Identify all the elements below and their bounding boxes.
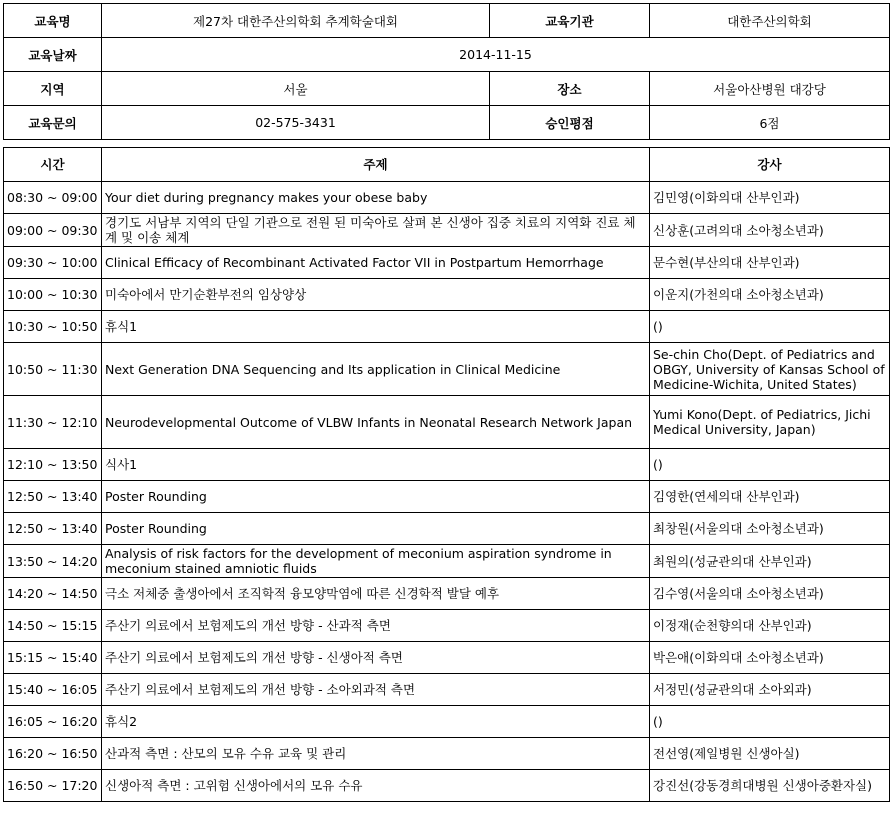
row-speaker: 전선영(제일병원 신생아실) (650, 738, 890, 770)
row-topic: 미숙아에서 만기순환부전의 임상양상 (102, 279, 650, 311)
info-row-name (4, 4, 890, 38)
time-column-header: 시간 (4, 148, 102, 182)
row-speaker: 이운지(가천의대 소아청소년과) (650, 279, 890, 311)
row-speaker: Se-chin Cho(Dept. of Pediatrics and OBGY, University of Kansas School of Medicine-Wichita, United States) (650, 343, 890, 396)
row-topic: 휴식1 (102, 311, 650, 343)
course-name-value: 제27차 대한주산의학회 추계학술대회 (102, 4, 490, 38)
topic-column-header: 주제 (102, 148, 650, 182)
row-time: 13:50 ~ 14:20 (4, 545, 102, 578)
credit-label: 승인평점 (490, 106, 650, 140)
row-time: 09:30 ~ 10:00 (4, 247, 102, 279)
row-topic: Neurodevelopmental Outcome of VLBW Infants in Neonatal Research Network Japan (102, 396, 650, 449)
row-time: 09:00 ~ 09:30 (4, 214, 102, 247)
info-row-region (4, 72, 890, 106)
row-speaker: 김민영(이화의대 산부인과) (650, 182, 890, 214)
info-row-contact (4, 106, 890, 140)
row-time: 16:50 ~ 17:20 (4, 770, 102, 802)
course-info-table (3, 3, 890, 140)
info-row-date (4, 38, 890, 72)
row-topic: Clinical Efficacy of Recombinant Activated Factor VII in Postpartum Hemorrhage (102, 247, 650, 279)
row-topic: 주산기 의료에서 보험제도의 개선 방향 - 산과적 측면 (102, 610, 650, 642)
contact-value: 02-575-3431 (102, 106, 490, 140)
table-row (4, 770, 890, 802)
row-speaker: 박은애(이화의대 소아청소년과) (650, 642, 890, 674)
table-row (4, 182, 890, 214)
table-row (4, 396, 890, 449)
row-time: 10:50 ~ 11:30 (4, 343, 102, 396)
row-time: 15:40 ~ 16:05 (4, 674, 102, 706)
row-time: 16:05 ~ 16:20 (4, 706, 102, 738)
table-row (4, 214, 890, 247)
row-time: 16:20 ~ 16:50 (4, 738, 102, 770)
table-row (4, 449, 890, 481)
speaker-column-header: 강사 (650, 148, 890, 182)
table-row (4, 311, 890, 343)
row-topic: Analysis of risk factors for the development of meconium aspiration syndrome in meconium stained amniotic fluids (102, 545, 650, 578)
row-speaker: Yumi Kono(Dept. of Pediatrics, Jichi Medical University, Japan) (650, 396, 890, 449)
row-speaker: 최창원(서울의대 소아청소년과) (650, 513, 890, 545)
row-time: 12:50 ~ 13:40 (4, 513, 102, 545)
table-row (4, 513, 890, 545)
row-time: 10:00 ~ 10:30 (4, 279, 102, 311)
table-row (4, 545, 890, 578)
table-row (4, 642, 890, 674)
institution-value: 대한주산의학회 (650, 4, 890, 38)
credit-value: 6점 (650, 106, 890, 140)
row-time: 08:30 ~ 09:00 (4, 182, 102, 214)
row-time: 12:50 ~ 13:40 (4, 481, 102, 513)
row-topic: 휴식2 (102, 706, 650, 738)
region-value: 서울 (102, 72, 490, 106)
table-row (4, 578, 890, 610)
row-topic: Your diet during pregnancy makes your obese baby (102, 182, 650, 214)
row-time: 12:10 ~ 13:50 (4, 449, 102, 481)
row-topic: Next Generation DNA Sequencing and Its application in Clinical Medicine (102, 343, 650, 396)
row-speaker: 문수현(부산의대 산부인과) (650, 247, 890, 279)
institution-label: 교육기관 (490, 4, 650, 38)
row-topic: Poster Rounding (102, 513, 650, 545)
venue-label: 장소 (490, 72, 650, 106)
row-speaker: () (650, 706, 890, 738)
course-name-label: 교육명 (4, 4, 102, 38)
table-row (4, 738, 890, 770)
row-time: 11:30 ~ 12:10 (4, 396, 102, 449)
row-speaker: 이정재(순천향의대 산부인과) (650, 610, 890, 642)
row-topic: 주산기 의료에서 보험제도의 개선 방향 - 신생아적 측면 (102, 642, 650, 674)
course-date-label: 교육날짜 (4, 38, 102, 72)
table-row (4, 343, 890, 396)
row-topic: 산과적 측면 : 산모의 모유 수유 교육 및 관리 (102, 738, 650, 770)
venue-value: 서울아산병원 대강당 (650, 72, 890, 106)
row-speaker: () (650, 449, 890, 481)
table-row (4, 674, 890, 706)
row-time: 14:50 ~ 15:15 (4, 610, 102, 642)
row-time: 14:20 ~ 14:50 (4, 578, 102, 610)
contact-label: 교육문의 (4, 106, 102, 140)
row-speaker: () (650, 311, 890, 343)
row-speaker: 서정민(성균관의대 소아외과) (650, 674, 890, 706)
row-speaker: 김수영(서울의대 소아청소년과) (650, 578, 890, 610)
table-row (4, 706, 890, 738)
table-row (4, 610, 890, 642)
row-topic: 주산기 의료에서 보험제도의 개선 방향 - 소아외과적 측면 (102, 674, 650, 706)
schedule-header-row (4, 148, 890, 182)
row-speaker: 김영한(연세의대 산부인과) (650, 481, 890, 513)
table-row (4, 279, 890, 311)
schedule-table (3, 147, 890, 802)
course-date-value: 2014-11-15 (102, 38, 890, 72)
row-topic: 경기도 서남부 지역의 단일 기관으로 전원 된 미숙아로 살펴 본 신생아 집중 치료의 지역화 진료 체계 및 이송 체계 (102, 214, 650, 247)
row-topic: 신생아적 측면 : 고위험 신생아에서의 모유 수유 (102, 770, 650, 802)
row-speaker: 신상훈(고려의대 소아청소년과) (650, 214, 890, 247)
row-topic: 극소 저체중 출생아에서 조직학적 융모양막염에 따른 신경학적 발달 예후 (102, 578, 650, 610)
region-label: 지역 (4, 72, 102, 106)
table-row (4, 247, 890, 279)
row-time: 10:30 ~ 10:50 (4, 311, 102, 343)
row-speaker: 최원의(성균관의대 산부인과) (650, 545, 890, 578)
row-speaker: 강진선(강동경희대병원 신생아중환자실) (650, 770, 890, 802)
row-topic: 식사1 (102, 449, 650, 481)
table-row (4, 481, 890, 513)
row-topic: Poster Rounding (102, 481, 650, 513)
row-time: 15:15 ~ 15:40 (4, 642, 102, 674)
